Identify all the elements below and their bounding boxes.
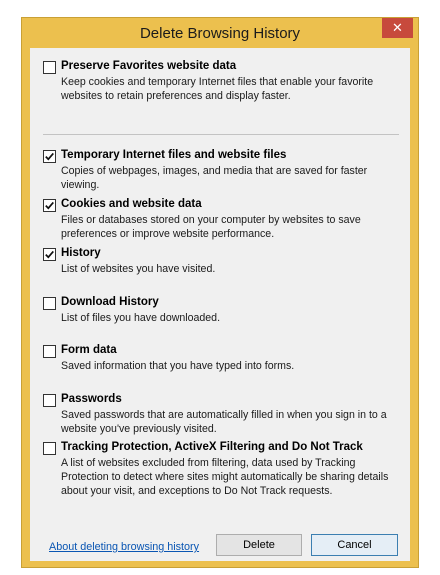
- option-description: Saved information that you have typed into forms.: [61, 360, 295, 372]
- cookies-checkbox[interactable]: [43, 199, 56, 212]
- option-description: Saved passwords that are automatically filled in when you sign in to a website you've previously visited.: [61, 409, 387, 435]
- option-description: A list of websites excluded from filtering, data used by Tracking Protection to detect where sites might automatically be sharing details about your visit, and exceptions to Do Not Track requests.: [61, 457, 389, 497]
- close-icon: ✕: [392, 20, 403, 35]
- close-button[interactable]: [382, 18, 413, 38]
- dialog-content: [30, 48, 410, 561]
- passwords-checkbox[interactable]: [43, 394, 56, 407]
- option-title[interactable]: Passwords: [61, 393, 122, 405]
- option-description: List of websites you have visited.: [61, 263, 216, 275]
- cancel-button[interactable]: Cancel: [311, 534, 398, 556]
- download-history-checkbox[interactable]: [43, 297, 56, 310]
- option-description: Keep cookies and temporary Internet files that enable your favorite websites to retain preferences and display faster.: [61, 76, 374, 102]
- dialog-title: Delete Browsing History: [139, 25, 301, 42]
- delete-browsing-history-dialog: [21, 17, 419, 568]
- checkmark-icon: [44, 249, 55, 260]
- about-deleting-history-link[interactable]: About deleting browsing history: [49, 541, 200, 553]
- option-title[interactable]: Preserve Favorites website data: [61, 60, 237, 72]
- option-title[interactable]: Temporary Internet files and website files: [61, 149, 287, 161]
- option-title[interactable]: Cookies and website data: [61, 198, 202, 210]
- history-checkbox[interactable]: [43, 248, 56, 261]
- divider: [43, 134, 399, 135]
- option-title[interactable]: Form data: [61, 344, 117, 356]
- temporary-internet-files-checkbox[interactable]: [43, 150, 56, 163]
- title-bar[interactable]: [22, 18, 418, 47]
- delete-button[interactable]: Delete: [216, 534, 302, 556]
- tracking-protection-checkbox[interactable]: [43, 442, 56, 455]
- option-description: Copies of webpages, images, and media that are saved for faster viewing.: [61, 165, 368, 191]
- checkmark-icon: [44, 200, 55, 211]
- option-description: Files or databases stored on your computer by websites to save preferences or improve website performance.: [61, 214, 361, 240]
- option-title[interactable]: Download History: [61, 296, 159, 308]
- preserve-favorites-checkbox[interactable]: [43, 61, 56, 74]
- option-title[interactable]: Tracking Protection, ActiveX Filtering and Do Not Track: [61, 441, 363, 453]
- form-data-checkbox[interactable]: [43, 345, 56, 358]
- checkmark-icon: [44, 151, 55, 162]
- option-title[interactable]: History: [61, 247, 101, 259]
- option-description: List of files you have downloaded.: [61, 312, 221, 324]
